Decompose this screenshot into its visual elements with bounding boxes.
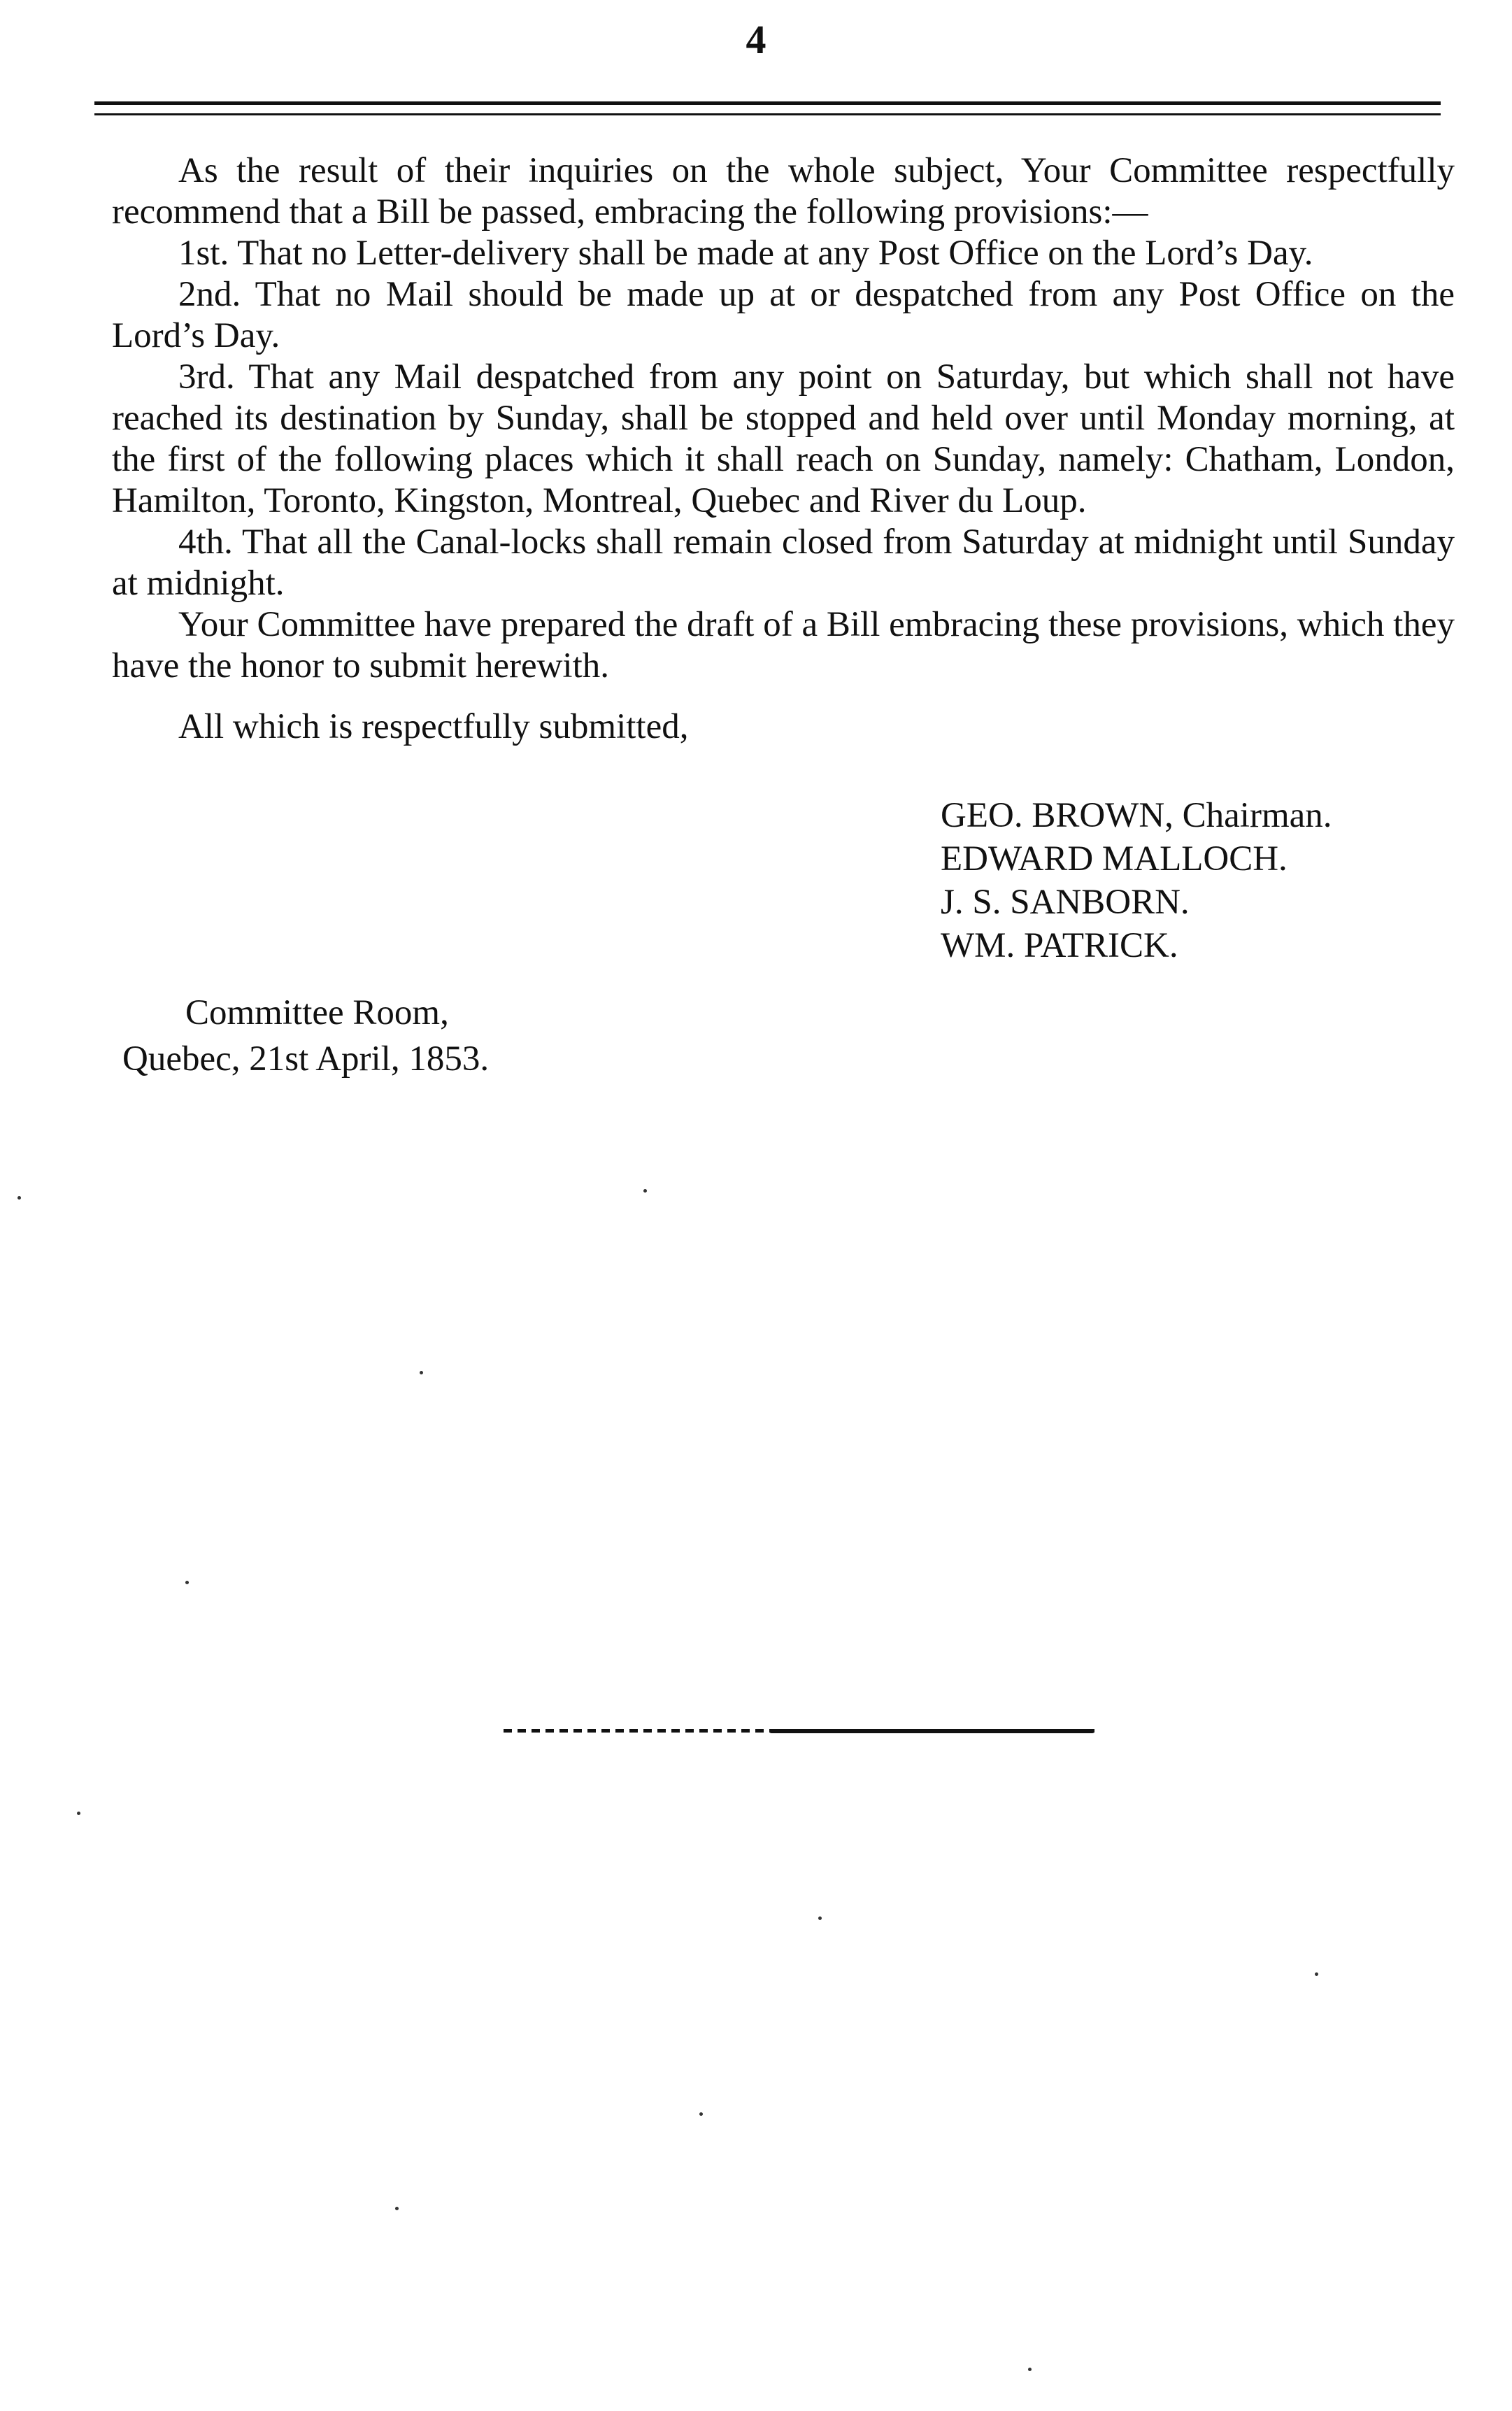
report-body — [112, 150, 1455, 748]
signatory-chairman: GEO. BROWN, Chairman. — [941, 796, 1332, 835]
scan-speck — [699, 2112, 703, 2116]
signature-block — [941, 794, 1332, 967]
signatory-2: EDWARD MALLOCH. — [941, 839, 1288, 879]
scan-speck — [185, 1581, 189, 1584]
header-rule-thick — [94, 101, 1441, 105]
end-rule-solid — [769, 1729, 1094, 1733]
page-number: 4 — [746, 17, 766, 62]
signatory-3: J. S. SANBORN. — [941, 883, 1190, 922]
scan-speck — [17, 1196, 21, 1200]
place-and-date: Quebec, 21st April, 1853. — [122, 1039, 490, 1079]
scan-speck — [1028, 2368, 1032, 2371]
scan-speck — [395, 2207, 399, 2210]
committee-room: Committee Room, — [185, 993, 449, 1032]
scan-speck — [818, 1916, 822, 1920]
provision-3: 3rd. That any Mail despatched from any point on Saturday, but which shall not have reached its destination by Sunday, shall be stopped and held over until Monday morning, at the first of the following places which it shall reach on Sunday, namely: Chatham, London, Hamilton, Toronto, Kingston, Montreal, Quebec and River du Loup. — [112, 357, 1455, 520]
header-rule-thin — [94, 113, 1441, 115]
intro-paragraph: As the result of their inquiries on the whole subject, Your Committee respectfully recommend that a Bill be passed, embracing the following provisions:— — [112, 151, 1455, 232]
closing-line: All which is respectfully submitted, — [178, 707, 689, 746]
scan-speck — [1315, 1972, 1318, 1976]
scan-speck — [77, 1812, 80, 1815]
signatory-4: WM. PATRICK. — [941, 926, 1178, 965]
provision-1: 1st. That no Letter-delivery shall be made at any Post Office on the Lord’s Day. — [178, 234, 1313, 273]
draft-bill-paragraph: Your Committee have prepared the draft of a Bill embracing these provisions, which they have the honor to submit herewith. — [112, 605, 1455, 685]
place-date-block — [122, 990, 489, 1082]
scan-speck — [643, 1189, 647, 1193]
provision-4: 4th. That all the Canal-locks shall remain closed from Saturday at midnight until Sunday at midnight. — [112, 522, 1455, 603]
provision-2: 2nd. That no Mail should be made up at or despatched from any Post Office on the Lord’s Day. — [112, 275, 1455, 355]
scan-speck — [420, 1371, 423, 1374]
